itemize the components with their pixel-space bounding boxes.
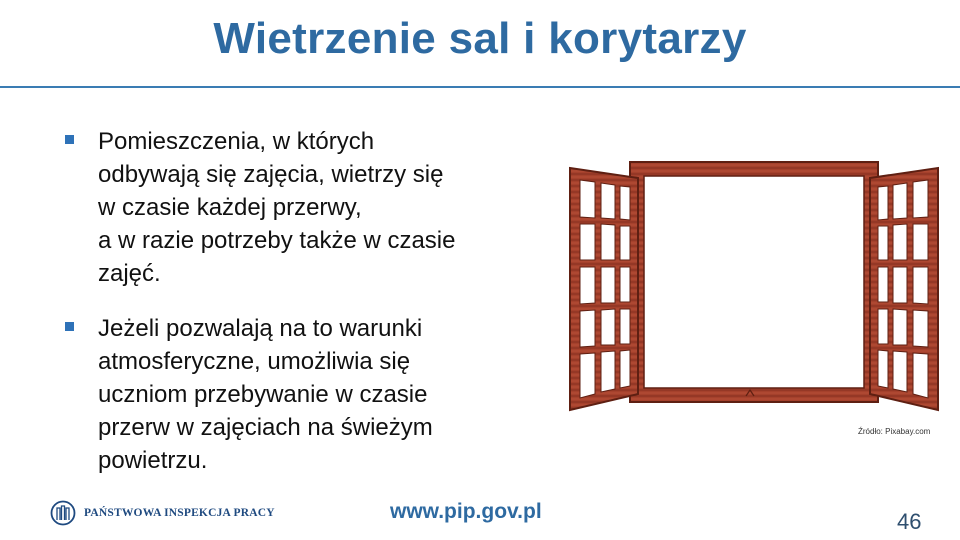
website-link[interactable]: www.pip.gov.pl [390, 500, 542, 523]
bullet-item [62, 312, 552, 477]
bullet-item [62, 125, 552, 290]
pip-emblem-icon [50, 500, 76, 526]
slide-title: Wietrzenie sal i korytarzy [213, 14, 747, 63]
bullet-text: Jeżeli pozwalają na to warunki atmosferyczne, umożliwia się uczniom przebywanie w czasie przerw w zajęciach na świeżym powietrzu. [98, 315, 433, 474]
title-divider [0, 86, 960, 88]
organization-name: PAŃSTWOWA INSPEKCJA PRACY [84, 507, 275, 519]
image-credit: Źródło: Pixabay.com [858, 427, 931, 436]
right-window-sash [870, 168, 938, 410]
bullet-square-icon [65, 135, 74, 144]
bullet-text: Pomieszczenia, w których odbywają się zajęcia, wietrzy się w czasie każdej przerwy, a w razie potrzeby także w czasie zajęć. [98, 128, 456, 287]
bullet-square-icon [65, 322, 74, 331]
open-window-illustration [568, 160, 940, 416]
window-frame [630, 162, 878, 402]
left-window-sash [570, 168, 638, 410]
page-number: 46 [897, 509, 922, 534]
bullet-list [62, 125, 552, 499]
